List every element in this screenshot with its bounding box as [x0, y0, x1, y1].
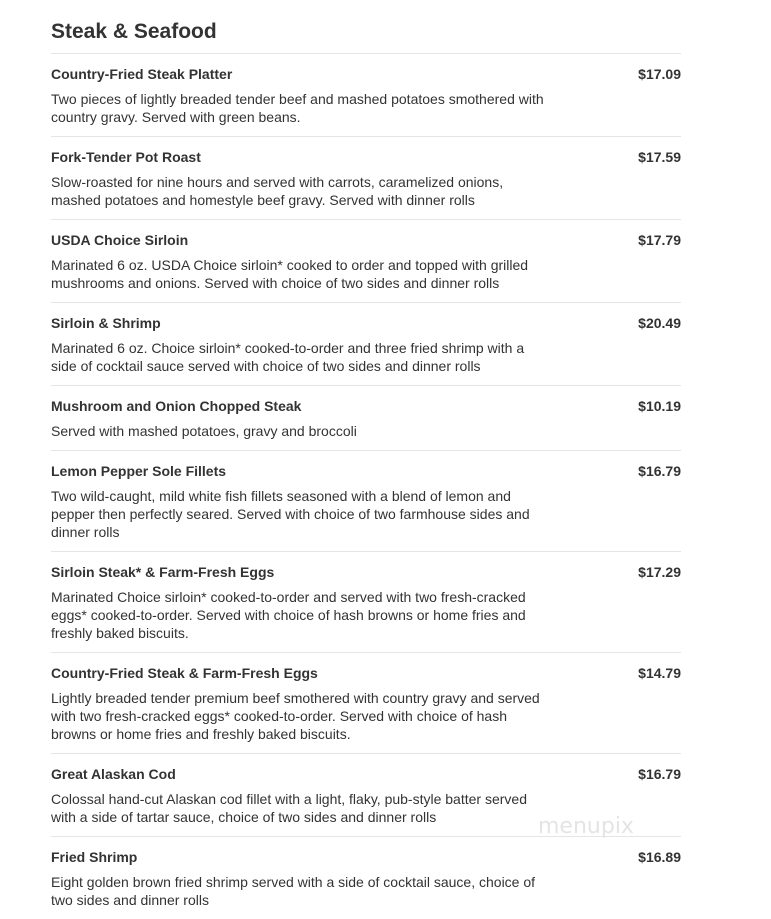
menu-item: [51, 837, 681, 919]
menu-item: [51, 386, 681, 451]
menu-item: [51, 137, 681, 220]
menu-item-header: [51, 848, 681, 866]
menu-item-name: Sirloin & Shrimp: [51, 315, 161, 331]
menu-item: [51, 220, 681, 303]
menu-item-price: $17.59: [638, 149, 681, 165]
menu-item-description: Slow-roasted for nine hours and served with carrots, caramelized onions, mashed potatoes and homestyle beef gravy. Served with dinner rolls: [51, 174, 504, 208]
menu-item-price: $14.79: [638, 665, 681, 681]
menu-item-header: [51, 664, 681, 682]
menu-item-description: Two pieces of lightly breaded tender beef and mashed potatoes smothered with country gravy. Served with green beans.: [51, 91, 544, 125]
menu-item-price: $17.79: [638, 232, 681, 248]
menu-item-header: [51, 765, 681, 783]
menu-item-name: Country-Fried Steak Platter: [51, 66, 233, 82]
menu-item-price: $20.49: [638, 315, 681, 331]
menu-section: [51, 16, 681, 919]
menu-item-description: Colossal hand-cut Alaskan cod fillet with a light, flaky, pub-style batter served with a side of tartar sauce, choice of two sides and dinner rolls: [51, 791, 527, 825]
section-title: Steak & Seafood: [51, 16, 681, 54]
menu-item-price: $17.09: [638, 66, 681, 82]
menu-item-price: $16.79: [638, 766, 681, 782]
menu-item-description: Eight golden brown fried shrimp served with a side of cocktail sauce, choice of two sides and dinner rolls: [51, 874, 536, 908]
menu-item-name: USDA Choice Sirloin: [51, 232, 189, 248]
menu-item-header: [51, 148, 681, 166]
menu-item-header: [51, 65, 681, 83]
menu-item-name: Country-Fried Steak & Farm-Fresh Eggs: [51, 665, 318, 681]
menu-item: [51, 54, 681, 137]
menu-item-description: Two wild-caught, mild white fish fillets seasoned with a blend of lemon and pepper then perfectly seared. Served with choice of two farmhouse sides and dinner rolls: [51, 488, 530, 540]
menu-item-header: [51, 397, 681, 415]
menu-item-price: $16.89: [638, 849, 681, 865]
menu-item-description: Marinated 6 oz. Choice sirloin* cooked-to-order and three fried shrimp with a side of cocktail sauce served with choice of two sides and dinner rolls: [51, 340, 525, 374]
watermark-logo: menupix: [538, 814, 634, 839]
menu-item-price: $16.79: [638, 463, 681, 479]
menu-item-price: $10.19: [638, 398, 681, 414]
menu-item-description: Lightly breaded tender premium beef smothered with country gravy and served with two fresh-cracked eggs* cooked-to-order. Served with choice of hash browns or home fries and freshly baked biscuits.: [51, 690, 540, 742]
menu-item: [51, 653, 681, 754]
menu-item-price: $17.29: [638, 564, 681, 580]
menu-item: [51, 451, 681, 552]
menu-item-name: Sirloin Steak* & Farm-Fresh Eggs: [51, 564, 275, 580]
menu-item-name: Great Alaskan Cod: [51, 766, 176, 782]
menu-item-name: Fried Shrimp: [51, 849, 138, 865]
menu-item-header: [51, 314, 681, 332]
menu-item-name: Mushroom and Onion Chopped Steak: [51, 398, 302, 414]
menu-item-header: [51, 231, 681, 249]
menu-item-description: Marinated 6 oz. USDA Choice sirloin* cooked to order and topped with grilled mushrooms and onions. Served with choice of two sides and dinner rolls: [51, 257, 529, 291]
menu-item-header: [51, 462, 681, 480]
menu-item-header: [51, 563, 681, 581]
menu-item-name: Fork-Tender Pot Roast: [51, 149, 201, 165]
menu-item-description: Served with mashed potatoes, gravy and broccoli: [51, 423, 357, 439]
menu-item-description: Marinated Choice sirloin* cooked-to-order and served with two fresh-cracked eggs* cooked-to-order. Served with choice of hash browns or home fries and freshly baked biscuits.: [51, 589, 526, 641]
menu-item: [51, 303, 681, 386]
menu-item-name: Lemon Pepper Sole Fillets: [51, 463, 227, 479]
menu-item: [51, 552, 681, 653]
